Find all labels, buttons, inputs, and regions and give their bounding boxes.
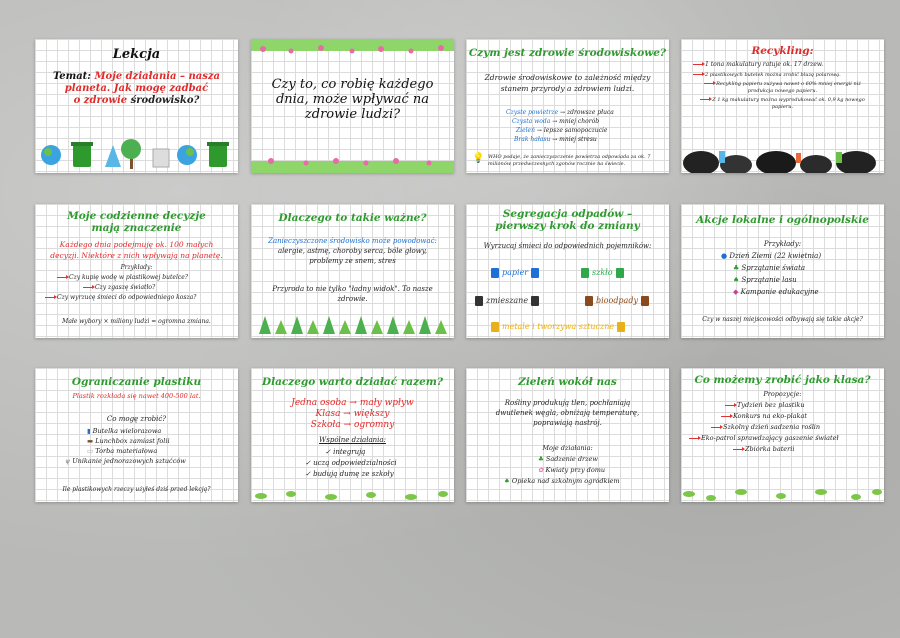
slide-title: Recykling: — [751, 45, 814, 57]
cutlery-icon: ψ — [65, 457, 71, 465]
brown-bin-icon — [585, 296, 593, 306]
action-4: ◆ Kampanie edukacyjne — [733, 288, 819, 296]
slide-question — [251, 39, 454, 173]
flower-border-bottom — [251, 155, 454, 173]
slide-act-together — [251, 368, 454, 502]
examples-label: Przykłady: — [763, 240, 802, 248]
leaf-icon: ♣ — [733, 264, 740, 272]
decisions-footer: Małe wybory × miliony ludzi = ogromna zmiana. — [62, 318, 211, 325]
tip-4: ψ Unikanie jednorazowych sztućców — [65, 457, 186, 465]
item-noise: Brak hałasu → mniej stresu — [514, 136, 597, 143]
slide-lesson — [35, 39, 238, 173]
nature-quote: Przyroda to nie tylko "ładny widok". To nasze zdrowie. — [272, 285, 433, 303]
my-actions-label: Moje działania: — [542, 444, 593, 452]
fact-4: Z 1 kg makulatury można wyprodukować ok. 0,9 kg nowego papieru. — [681, 97, 884, 111]
impact-1: Jedna osoba → mały wpływ — [291, 398, 414, 408]
fact-2: 2 plastikowych butelek można zrobić bluzę polarową. — [693, 71, 841, 79]
slide-daily-decisions — [35, 204, 238, 338]
local-actions-question: Czy w naszej miejscowości odbywają się takie akcje? — [702, 316, 863, 323]
slide-title: Czym jest zdrowie środowiskowe? — [468, 47, 667, 59]
slide-recycling — [681, 39, 884, 173]
bin-glass: szkło — [578, 268, 627, 278]
plants-benefits: Rośliny produkują tlen, pochłaniają dwutlenek węgla, obniżają temperaturę, poprawiają nastrój. — [495, 399, 640, 427]
slide-title: Ograniczanie plastiku — [71, 376, 202, 388]
joint-actions-label: Wspólne działania: — [319, 436, 386, 444]
example-2: Czy zgaszę światło? — [83, 284, 155, 292]
sprout-icon: ♣ — [538, 455, 544, 463]
yellow-bin-icon — [491, 322, 499, 332]
garbage-pile-illustration — [681, 133, 884, 173]
decisions-fact: Każdego dnia podejmuję ok. 100 małych decyzji. Niektóre z nich wpływają na planetę. — [50, 240, 223, 260]
who-note: WHO podaje, że zanieczyszczenie powietrza odpowiada za ok. 7 milionów przedwczesnych zgonów rocznie na świecie. — [488, 154, 651, 167]
bin-mixed: zmieszane — [472, 296, 542, 306]
tip-2: ▬ Lunchbox zamiast folii — [87, 437, 170, 445]
pollution-causes-label: Zanieczyszczone środowisko może powodować: — [268, 237, 437, 245]
bag-icon: ▭ — [87, 447, 94, 455]
plant-icon: ♠ — [504, 477, 510, 485]
benefit-2: ✓ uczą odpowiedzialności — [305, 459, 397, 467]
lightbulb-icon: 💡 — [472, 153, 485, 164]
bin-plastic: metale i tworzywa sztuczne — [488, 322, 628, 332]
plastic-question: Ile plastikowych rzeczy użyłeś dziś przed lekcją? — [62, 486, 211, 493]
benefit-3: ✓ budują dumę ze szkoły — [305, 470, 394, 478]
blue-bin-icon — [491, 268, 499, 278]
proposal-1: Tydzień bez plastiku — [725, 401, 805, 409]
item-green: Zieleń → lepsze samopoczucie — [516, 127, 608, 134]
example-1: Czy kupię wodę w plastikowej butelce? — [57, 274, 188, 282]
green-action-3: ♠ Opieka nad szkolnym ogródkiem — [504, 477, 620, 485]
proposal-5: Zbiórka baterii — [733, 445, 794, 453]
green-bin-icon — [581, 268, 589, 278]
flower-icon: ✿ — [538, 466, 544, 474]
leaves-decoration — [681, 480, 884, 502]
proposal-3: Szkolny dzień sadzenia roślin — [711, 423, 820, 431]
pollution-effects: alergie, astmę, choroby serca, bóle głowy, problemy ze snem, stres — [277, 247, 428, 265]
slide-waste-sorting — [466, 204, 669, 338]
flower-border-top — [251, 39, 454, 57]
tip-3: ▭ Torba materiałowa — [87, 447, 158, 455]
item-water: Czysta woda → mniej chorób — [512, 118, 600, 125]
slide-plastic-reduction — [35, 368, 238, 502]
slide-why-important — [251, 204, 454, 338]
plastic-fact: Plastik rozkłada się nawet 400-500 lat. — [72, 392, 201, 400]
leaves-decoration — [251, 484, 454, 502]
slide-local-actions — [681, 204, 884, 338]
proposal-2: Konkurs na eko-plakat — [721, 412, 807, 420]
examples-label: Przykłady: — [120, 264, 153, 271]
lunchbox-icon: ▬ — [87, 437, 94, 445]
what-can-i-do: Co mogę zrobić? — [106, 415, 167, 423]
fact-3: Recykling papieru zużywa nawet o 60% mniej energii niż produkcja nowego papieru. — [681, 81, 884, 95]
slide-title: Segregacja odpadów – pierwszy krok do zmiany — [495, 208, 640, 232]
slide-title: Zieleń wokół nas — [518, 376, 617, 388]
slide-greenery — [466, 368, 669, 502]
green-action-2: ✿ Kwiaty przy domu — [538, 466, 606, 474]
recycle-characters-illustration — [35, 131, 238, 171]
bin-bio: bioodpady — [582, 296, 652, 306]
proposal-4: Eko-patrol sprawdzający gaszenie świateł — [689, 434, 839, 442]
impact-2: Klasa → większy — [315, 409, 390, 419]
bin-paper: papier — [488, 268, 542, 278]
tree-line-illustration — [251, 314, 454, 336]
slide-title: Co możemy zrobić jako klasa? — [694, 374, 871, 386]
action-3: ♠ Sprzątanie lasu — [733, 276, 797, 284]
benefit-1: ✓ integrują — [325, 448, 366, 456]
definition: Zdrowie środowiskowe to zależność między stanem przyrody a zdrowiem ludzi. — [484, 73, 651, 93]
slide-title: Dlaczego warto działać razem? — [261, 376, 444, 388]
example-3: Czy wyrzucę śmieci do odpowiedniego kosza? — [45, 294, 196, 302]
lesson-topic: Temat: Moje działania – nasza planeta. Jak mogę zadbać o zdrowie środowisko? — [52, 71, 221, 106]
sorting-intro: Wyrzucaj śmieci do odpowiednich pojemników: — [483, 242, 652, 250]
slide-title: Akcje lokalne i ogólnopolskie — [696, 214, 869, 226]
bottle-icon: ▮ — [87, 427, 91, 435]
earth-icon: ● — [721, 252, 728, 260]
action-2: ♣ Sprzątanie świata — [733, 264, 806, 272]
proposals-label: Propozycje: — [763, 390, 802, 398]
tip-1: ▮ Butelka wielorazowa — [87, 427, 162, 435]
main-question: Czy to, co robię każdego dnia, może wpływać na zdrowie ludzi? — [271, 77, 434, 122]
action-1: ● Dzień Ziemi (22 kwietnia) — [721, 252, 822, 260]
fact-1: 1 tona makulatury ratuje ok. 17 drzew. — [693, 61, 823, 69]
slide-title: Moje codzienne decyzje mają znaczenie — [67, 210, 206, 234]
black-bin-icon — [475, 296, 483, 306]
slide-class-actions — [681, 368, 884, 502]
megaphone-icon: ◆ — [733, 288, 739, 296]
tree-icon: ♠ — [733, 276, 740, 284]
impact-3: Szkoła → ogromny — [310, 420, 395, 430]
item-air: Czyste powietrze → zdrowsze płuca — [506, 109, 614, 116]
slide-title: Lekcja — [112, 47, 161, 62]
slide-title: Dlaczego to takie ważne? — [278, 212, 427, 224]
green-action-1: ♣ Sadzenie drzew — [538, 455, 598, 463]
slide-environmental-health — [466, 39, 669, 173]
